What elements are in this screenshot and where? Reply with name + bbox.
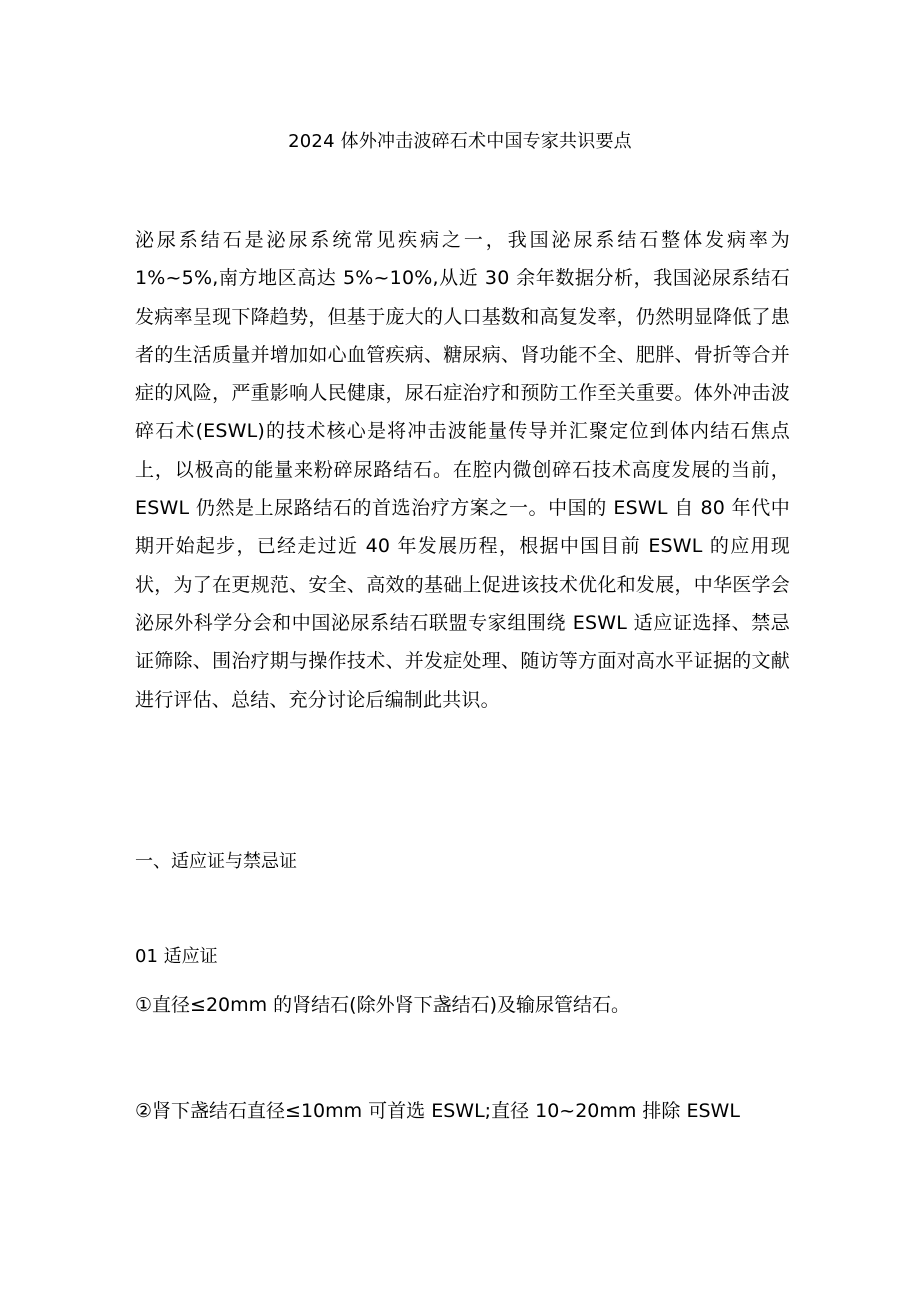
list-item: ①直径≤20mm 的肾结石(除外肾下盏结石)及输尿管结石。 (135, 994, 631, 1016)
section-heading: 一、适应证与禁忌证 (135, 851, 297, 872)
document-title: 2024 体外冲击波碎石术中国专家共识要点 (288, 131, 632, 152)
intro-paragraph: 泌尿系结石是泌尿系统常见疾病之一，我国泌尿系结石整体发病率为 1%~5%,南方地区高达 5%~10%,从近 30 余年数据分析，我国泌尿系结石发病率呈现下降趋势，但基于庞大的人口基数和高复发率，仍然明显降低了患者的生活质量并增加如心血管疾病、糖尿病、肾功能不全、肥胖、骨折等合并症的风险，严重影响人民健康，尿石症治疗和预防工作至关重要。体外冲击波碎石术(ESWL)的技术核心是将冲击波能量传导并汇聚定位到体内结石焦点上，以极高的能量来粉碎尿路结石。在腔内微创碎石技术高度发展的当前，ESWL 仍然是上尿路结石的首选治疗方案之一。中国的 ESWL 自 80 年代中期开始起步，已经走过近 40 年发展历程，根据中国目前 ESWL 的应用现状，为了在更规范、安全、高效的基础上促进该技术优化和发展，中华医学会泌尿外科学分会和中国泌尿系结石联盟专家组围绕 ESWL 适应证选择、禁忌证筛除、围治疗期与操作技术、并发症处理、随访等方面对高水平证据的文献进行评估、总结、充分讨论后编制此共识。 (135, 229, 790, 711)
list-item: ②肾下盏结石直径≤10mm 可首选 ESWL;直径 10~20mm 排除 ESWL (135, 1100, 740, 1122)
sub-heading: 01 适应证 (135, 946, 218, 967)
